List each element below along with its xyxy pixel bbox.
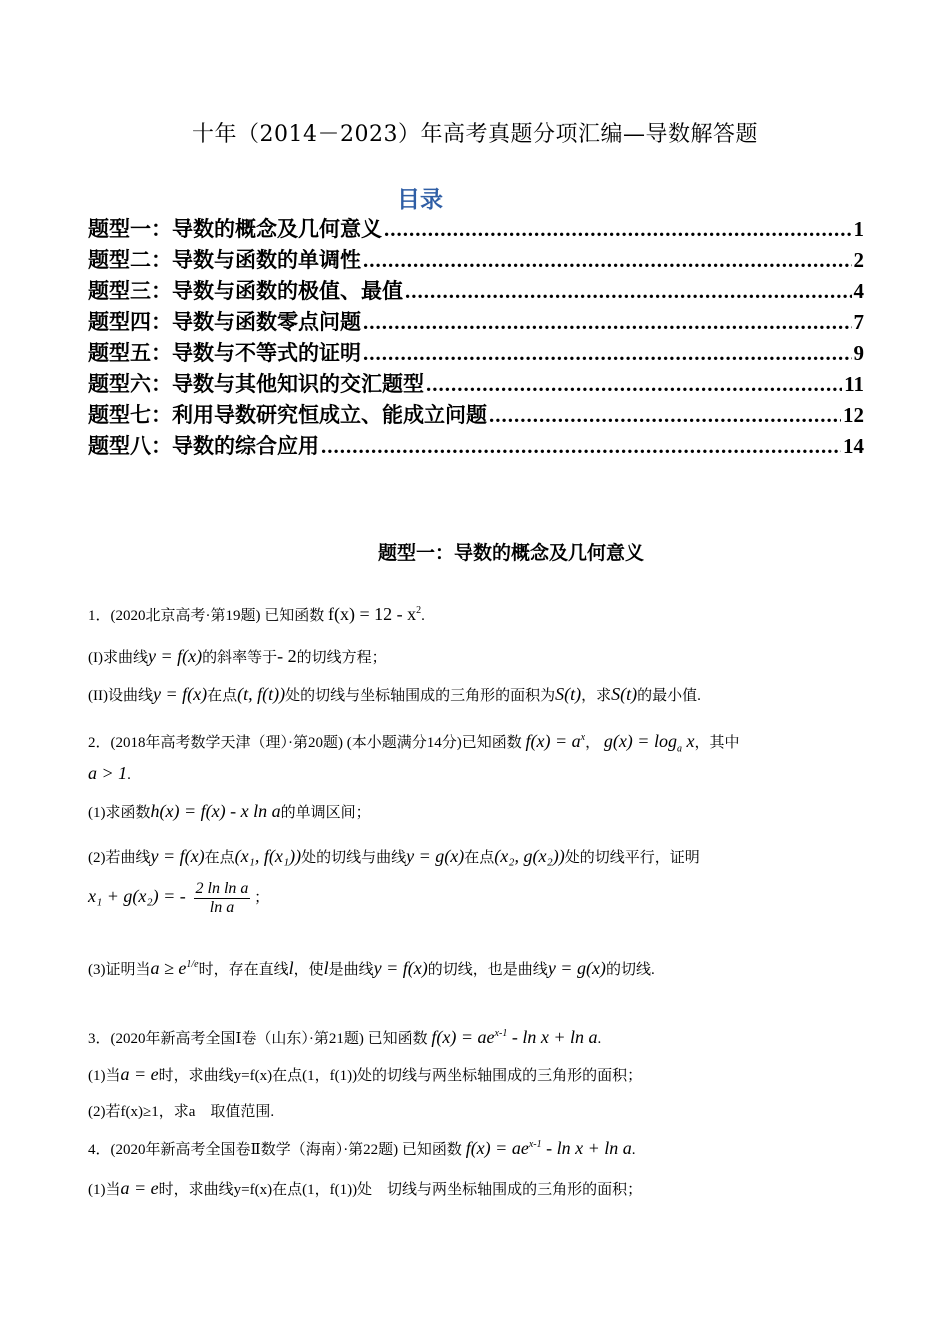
problem-2-intro: 2．(2018年高考数学天津（理）·第20题) (本小题满分14分)已知函数 $f(x) = a^x$， $g(x) = \log_a x$，其中	[88, 731, 740, 755]
math-expression: $a \ge e^{1/e}$	[150, 958, 199, 978]
math-expression: y = f(x)	[152, 684, 208, 704]
toc-item-page: 9	[853, 341, 864, 365]
toc-item-page: 4	[853, 279, 864, 303]
math-expression: $f(x) = 12 - x^2$	[328, 604, 422, 624]
toc-item-page: 14	[843, 434, 864, 458]
toc-item[interactable]	[88, 430, 864, 461]
math-expression: y = f(x)	[373, 958, 428, 978]
toc-leader-dots	[426, 372, 842, 397]
math-expression: $g(x) = \log_a x$	[603, 731, 695, 755]
toc-leader-dots	[363, 341, 852, 366]
toc-item-label: 题型五：导数与不等式的证明	[88, 341, 361, 365]
toc-item-page: 1	[853, 217, 864, 241]
toc-leader-dots	[384, 217, 852, 242]
problem-4-intro: 4．(2020年新高考全国卷Ⅱ数学（海南）·第22题) 已知函数 $f(x) = ae^{x-1} - \ln x + \ln a$.	[88, 1138, 636, 1158]
problem-1-part-2: (II)设曲线y = f(x)在点(t, f(t))处的切线与坐标轴围成的三角形的面积为S(t)，求S(t)的最小值.	[88, 684, 701, 704]
math-expression: S(t)	[555, 684, 582, 704]
toc-item[interactable]	[88, 399, 864, 430]
problem-2-equation: x₁ + g(x₂) = - $\frac{\text{2 ln ln a}}{\text{ln a}}$ ；	[88, 880, 270, 916]
toc-leader-dots	[321, 434, 841, 459]
problem-2-part-1: (1)求函数h(x) = f(x) - x ln a的单调区间；	[88, 801, 371, 821]
toc-leader-dots	[405, 279, 852, 304]
math-expression: a = e	[120, 1064, 159, 1084]
problem-3-intro: 3．(2020年新高考全国Ⅰ卷（山东）·第21题) 已知函数 $f(x) = ae^{x-1} - \ln x + \ln a$.	[88, 1027, 602, 1047]
math-expression: y = f(x)	[148, 646, 203, 666]
toc-item-label: 题型一：导数的概念及几何意义	[88, 217, 382, 241]
toc-item-label: 题型四：导数与函数零点问题	[88, 310, 361, 334]
toc-item[interactable]	[88, 244, 864, 275]
math-expression: x₁ + g(x₂) = -	[88, 885, 186, 906]
toc-item[interactable]	[88, 306, 864, 337]
math-expression: y = g(x)	[547, 958, 606, 978]
math-expression: y = g(x)	[406, 846, 465, 866]
toc-item-page: 12	[843, 403, 864, 427]
math-expression: $f(x) = ae^{x-1} - \ln x + \ln a$	[465, 1138, 632, 1158]
toc-heading: 目录	[397, 187, 443, 213]
math-expression: $f(x) = a^x$	[525, 731, 586, 751]
problem-1-intro: 1．(2020北京高考·第19题) 已知函数 $f(x) = 12 - x^2$.	[88, 604, 425, 624]
problem-text: 1．(2020北京高考·第19题) 已知函数	[88, 608, 325, 624]
toc-leader-dots	[489, 403, 841, 428]
math-expression: (x₁, f(x₁))	[234, 846, 302, 866]
math-expression: a > 1	[88, 763, 128, 783]
toc-item[interactable]	[88, 337, 864, 368]
fraction: $\frac{\text{2 ln ln a}}{\text{ln a}}$	[195, 880, 249, 916]
math-expression: $f(x) = ae^{x-1} - \ln x + \ln a$	[431, 1027, 598, 1047]
math-expression: a = e	[120, 1178, 159, 1198]
toc-item[interactable]	[88, 368, 864, 399]
problem-3-part-1: (1)当a = e时，求曲线y=f(x)在点(1，f(1))处的切线与两坐标轴围成的三角形的面积；	[88, 1064, 643, 1084]
toc-item[interactable]	[88, 275, 864, 306]
problem-2-part-3: (3)证明当$a \ge e^{1/e}$时，存在直线l，使l是曲线y = f(x)的切线，也是曲线y = g(x)的切线.	[88, 958, 655, 978]
problem-4-part-1: (1)当a = e时，求曲线y=f(x)在点(1，f(1))处 切线与两坐标轴围成的三角形的面积；	[88, 1178, 643, 1198]
table-of-contents	[88, 213, 864, 461]
document-title: 十年（2014－2023）年高考真题分项汇编—导数解答题	[192, 122, 758, 147]
problem-1-part-1: (I)求曲线y = f(x)的斜率等于- 2的切线方程；	[88, 646, 387, 666]
toc-item-label: 题型二：导数与函数的单调性	[88, 248, 361, 272]
toc-item-label: 题型八：导数的综合应用	[88, 434, 319, 458]
problem-2-condition: a > 1.	[88, 763, 131, 783]
toc-item-label: 题型七：利用导数研究恒成立、能成立问题	[88, 403, 487, 427]
toc-item[interactable]	[88, 213, 864, 244]
math-expression: l	[288, 958, 294, 978]
math-expression: y = f(x)	[150, 846, 205, 866]
problem-2-part-2: (2)若曲线y = f(x)在点(x₁, f(x₁))处的切线与曲线y = g(x)在点(x₂, g(x₂))处的切线平行，证明	[88, 846, 700, 866]
math-expression: - 2	[277, 646, 297, 666]
math-expression: (x₂, g(x₂))	[494, 846, 565, 866]
toc-item-label: 题型六：导数与其他知识的交汇题型	[88, 372, 424, 396]
toc-leader-dots	[363, 248, 852, 273]
toc-leader-dots	[363, 310, 852, 335]
section-title: 题型一：导数的概念及几何意义	[377, 542, 644, 564]
math-expression: h(x) = f(x) - x ln a	[150, 801, 281, 821]
problem-3-part-2: (2)若f(x)≥1，求a 取值范围.	[88, 1104, 275, 1120]
math-expression: (t, f(t))	[237, 684, 286, 704]
toc-item-page: 11	[844, 372, 864, 396]
toc-item-page: 7	[853, 310, 864, 334]
math-expression: S(t)	[611, 684, 638, 704]
toc-item-label: 题型三：导数与函数的极值、最值	[88, 279, 403, 303]
toc-item-page: 2	[853, 248, 864, 272]
